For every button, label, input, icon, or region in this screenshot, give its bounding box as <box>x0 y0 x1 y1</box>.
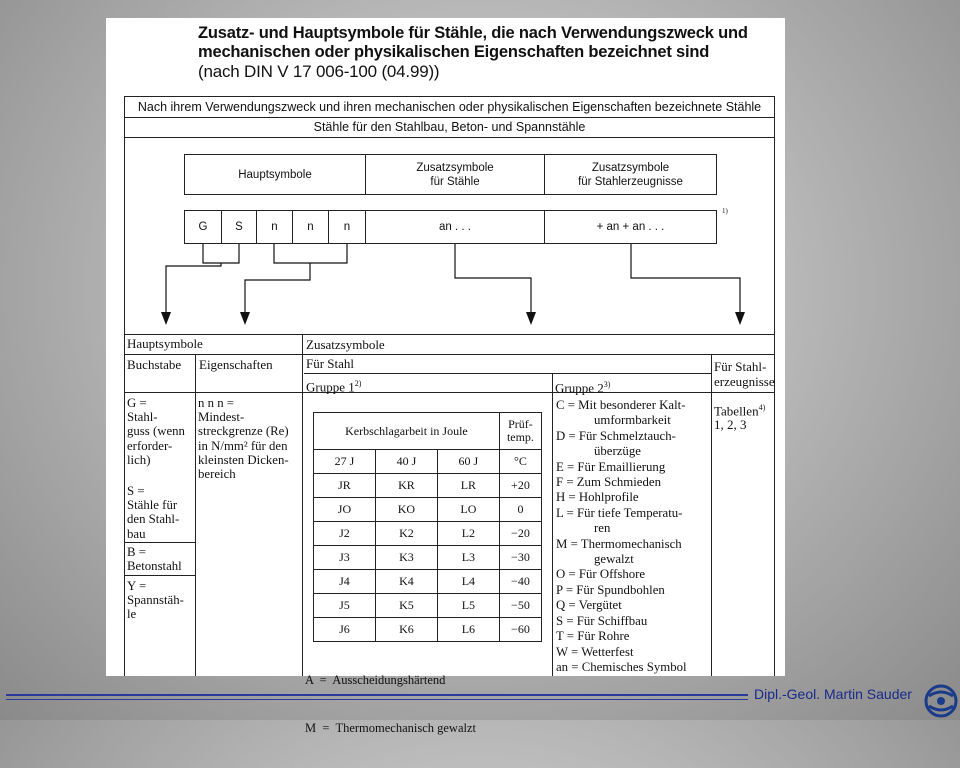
gruppe2-item: ren <box>594 521 611 536</box>
gruppe2-item: C = Mit besonderer Kalt- <box>556 398 686 412</box>
kerbschlag-table <box>313 412 542 642</box>
table-gruppe1 <box>306 377 361 394</box>
kerb-cell: −40 <box>499 570 541 594</box>
grid-v3 <box>552 373 553 676</box>
grid-top <box>124 334 775 335</box>
eigenschaften-3: in N/mm² für den <box>198 438 288 453</box>
kerb-note-a: A = Ausscheidungshärtend <box>305 673 446 687</box>
gruppe2-item: P = Für Spundbohlen <box>556 582 665 597</box>
tabellen-2: 1, 2, 3 <box>714 417 747 433</box>
scheme-zusatz-erz-2: für Stahlerzeugnisse <box>578 175 683 188</box>
gruppe2-item: D = Für Schmelztauch- <box>556 428 676 443</box>
kerb-cell: −20 <box>499 522 541 546</box>
eigenschaften-5: bereich <box>198 467 236 482</box>
buchstabe-s-2: den Stahl- <box>127 512 180 527</box>
tabellen-1: Tabellen <box>714 403 759 419</box>
kerb-cell: +20 <box>499 474 541 498</box>
gruppe2-item: H = Hohlprofile <box>556 490 639 505</box>
kerb-cell: K4 <box>375 570 437 594</box>
header-row-2: Stähle für den Stahlbau, Beton- und Spannstähle <box>313 120 586 134</box>
kerb-cell: J4 <box>314 570 376 594</box>
grid-v4 <box>711 354 712 676</box>
kerb-cell: 0 <box>499 498 541 522</box>
kerb-cell: L3 <box>437 546 499 570</box>
gruppe2-item: T = Für Rohre <box>556 629 630 644</box>
kerb-header: Kerbschlagarbeit in Joule <box>314 413 500 450</box>
buchstabe-b <box>127 545 182 573</box>
scheme-zusatz-erz-1: Zusatzsymbole <box>591 161 670 174</box>
kerb-cell: K3 <box>375 546 437 570</box>
kerb-cell: JR <box>314 474 376 498</box>
eigenschaften-4: kleinsten Dicken- <box>198 452 289 467</box>
buchstabe-b-1: Betonstahl <box>127 559 182 574</box>
buchstabe-b-0: B = <box>127 545 146 559</box>
eigenschaften-1: Mindest- <box>198 410 245 425</box>
kerb-cell: L2 <box>437 522 499 546</box>
gruppe2-label: Gruppe 2 <box>555 380 604 396</box>
scheme-cell-n1-text: n <box>271 221 278 233</box>
scheme-cell-g-text: G <box>198 221 208 233</box>
scheme-cell-plus-an-text: + an + an . . . <box>596 221 665 233</box>
eigenschaften-0: n n n = <box>198 396 235 410</box>
kerb-cell: LO <box>437 498 499 522</box>
header-row-1: Nach ihrem Verwendungszweck und ihren mechanischen oder physikalischen Eigenschaften bezeichnete Stähle <box>137 100 762 114</box>
kerb-col-60j: 60 J <box>437 450 499 474</box>
kerb-cell: JO <box>314 498 376 522</box>
kerb-cell: LR <box>437 474 499 498</box>
grid-row-a <box>124 354 775 355</box>
kerb-cell: J6 <box>314 618 376 642</box>
gruppe2-list <box>556 398 711 676</box>
scheme-zusatz-stahl-2: für Stähle <box>430 175 480 188</box>
gruppe2-item: an = Chemisches Symbol <box>556 659 687 674</box>
buchstabe-s-1: Stähle für <box>127 498 178 513</box>
gruppe2-item: S = Für Schiffbau <box>556 613 648 628</box>
kerb-cell: KO <box>375 498 437 522</box>
title-line-1: Zusatz- und Hauptsymbole für Stähle, die nach Verwendungszweck und <box>198 24 748 42</box>
kerb-cell: J5 <box>314 594 376 618</box>
gruppe2-item: F = Zum Schmieden <box>556 475 661 490</box>
buchstabe-g-0: G = <box>127 396 147 410</box>
buchstabe-s-3: bau <box>127 526 146 541</box>
kerb-cell: −60 <box>499 618 541 642</box>
kerb-col-40j: 40 J <box>375 450 437 474</box>
buchstabe-y-0: Y = <box>127 579 147 593</box>
title-line-3: (nach DIN V 17 006-100 (04.99)) <box>198 62 440 81</box>
gruppe2-item: gewalzt <box>594 552 634 567</box>
gruppe2-footnote: 3) <box>603 380 611 389</box>
author-credit: Dipl.-Geol. Martin Sauder <box>754 686 912 702</box>
kerb-col-c: °C <box>499 450 541 474</box>
buchstabe-y-2: le <box>127 607 137 622</box>
kerb-cell: K5 <box>375 594 437 618</box>
title-line-2: mechanischen oder physikalischen Eigenschaften bezeichnet sind <box>198 43 710 61</box>
footer-line-bottom <box>6 699 748 700</box>
scheme-cell-s-text: S <box>235 221 243 233</box>
scheme-hauptsymbole-label: Hauptsymbole <box>238 168 312 181</box>
grid-s-bottom <box>124 542 196 543</box>
scheme-cell-n3-text: n <box>343 221 351 233</box>
tabellen-text <box>714 401 765 432</box>
kerb-cell: −30 <box>499 546 541 570</box>
scheme-cell-an-text: an . . . <box>439 221 471 233</box>
kerb-cell: K2 <box>375 522 437 546</box>
buchstabe-s <box>127 484 179 541</box>
kerb-cell: L5 <box>437 594 499 618</box>
buchstabe-y-1: Spannstäh- <box>127 593 184 608</box>
gruppe2-item: überzüge <box>594 444 641 459</box>
grid-v1 <box>195 354 196 676</box>
table-eigenschaften: Eigenschaften <box>199 357 273 372</box>
table-zusatzsymbole: Zusatzsymbole <box>306 337 385 352</box>
grid-b-bottom <box>124 575 196 576</box>
eigenschaften-2: streckgrenze (Re) <box>198 424 289 439</box>
grid-row-b <box>304 373 711 374</box>
fuer-stahlerz-1: Für Stahl- <box>714 359 767 374</box>
kerb-cell: J2 <box>314 522 376 546</box>
gruppe2-item: M = Thermomechanisch <box>556 536 682 551</box>
buchstabe-g-2: guss (wenn <box>127 424 185 439</box>
kerb-pruef-0: Prüf- <box>508 417 533 431</box>
scheme-connectors <box>106 18 785 338</box>
gruppe2-item: W = Wetterfest <box>556 644 634 659</box>
kerb-cell: L4 <box>437 570 499 594</box>
kerb-cell: L6 <box>437 618 499 642</box>
table-gruppe2 <box>555 378 610 395</box>
gruppe2-item: E = Für Emaillierung <box>556 459 666 474</box>
kerb-note-m: M = Thermomechanisch gewalzt <box>305 721 477 735</box>
scheme-zusatz-stahl-1: Zusatzsymbole <box>416 161 494 174</box>
gruppe1-label: Gruppe 1 <box>306 379 355 395</box>
buchstabe-g-1: Stahl- <box>127 410 158 425</box>
scheme-footnote-1: 1) <box>722 207 728 215</box>
kerb-cell: J3 <box>314 546 376 570</box>
scheme-cell-n2-text: n <box>307 221 314 233</box>
buchstabe-g <box>127 396 185 467</box>
logo-icon <box>924 684 958 718</box>
gruppe2-item: umformbarkeit <box>594 413 671 428</box>
eigenschaften-text <box>198 396 302 481</box>
gruppe2-item: Q = Vergütet <box>556 598 622 613</box>
buchstabe-g-3: erforder- <box>127 438 173 453</box>
grid-row-c <box>124 392 775 393</box>
gruppe1-footnote: 2) <box>354 379 362 388</box>
table-fuer-stahl: Für Stahl <box>306 356 355 371</box>
scanned-document <box>106 18 785 735</box>
gruppe2-item: L = Für tiefe Temperatu- <box>556 505 683 520</box>
grid-v2 <box>302 334 303 676</box>
kerb-cell: KR <box>375 474 437 498</box>
table-hauptsymbole: Hauptsymbole <box>127 336 203 351</box>
kerb-cell: K6 <box>375 618 437 642</box>
footer-line-top <box>6 694 748 696</box>
buchstabe-g-4: lich) <box>127 452 151 467</box>
tabellen-footnote: 4) <box>758 403 766 412</box>
kerb-pruef-1: temp. <box>506 430 534 444</box>
kerb-notes <box>305 640 476 768</box>
gruppe2-item: O = Für Offshore <box>556 567 646 582</box>
fuer-stahlerz-2: erzeugnisse <box>714 374 775 389</box>
buchstabe-s-0: S = <box>127 484 145 498</box>
buchstabe-y <box>127 579 184 622</box>
kerb-cell: −50 <box>499 594 541 618</box>
kerb-col-27j: 27 J <box>314 450 376 474</box>
kerb-pruef <box>499 413 541 450</box>
table-fuer-stahlerz <box>714 359 775 389</box>
table-buchstabe: Buchstabe <box>127 357 182 372</box>
